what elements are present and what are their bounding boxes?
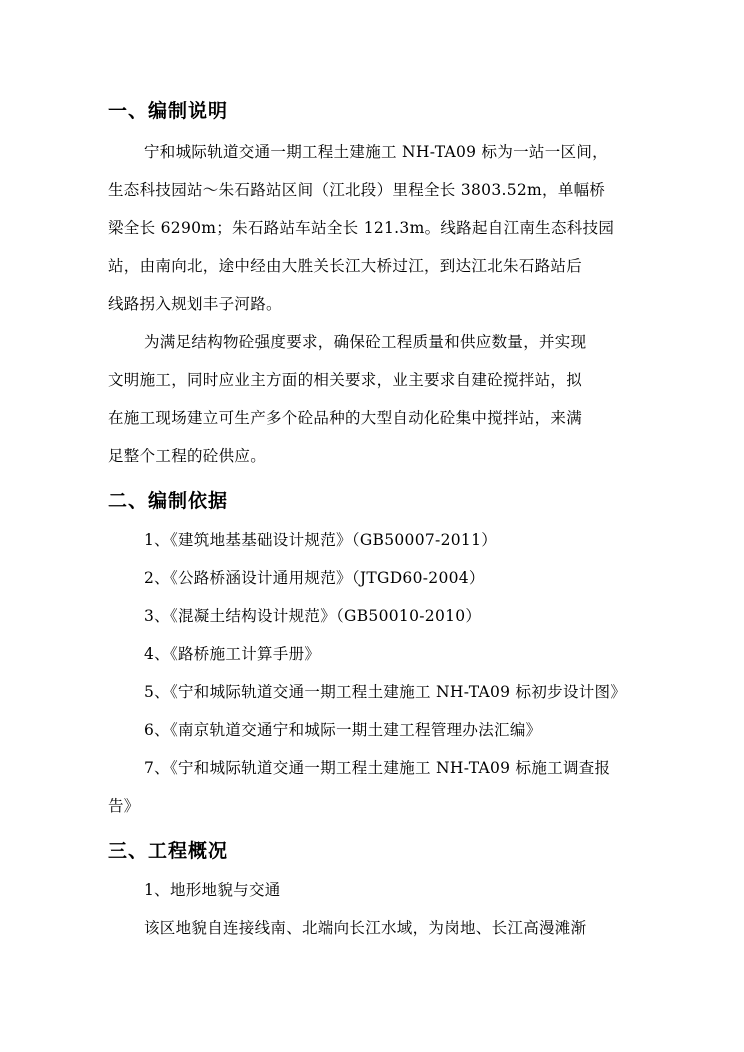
reference-item: 4、《路桥施工计算手册》 [144, 645, 321, 663]
s3-p1-line-1: 该区地貌自连接线南、北端向长江水域，为岗地、长江高漫滩渐 [144, 919, 587, 937]
s1-p1-line-2: 生态科技园站～朱石路站区间（江北段）里程全长 3803.52m，单幅桥 [108, 181, 606, 199]
reference-item: 6、《南京轨道交通宁和城际一期土建工程管理办法汇编》 [144, 721, 542, 739]
section-3-heading: 三、工程概况 [108, 840, 229, 862]
reference-item: 7、《宁和城际轨道交通一期工程土建施工 NH-TA09 标施工调查报 [144, 759, 611, 777]
section-1-heading: 一、编制说明 [108, 100, 229, 122]
s1-p1-line-5: 线路拐入规划丰子河路。 [108, 295, 282, 313]
s1-p1-line-3: 梁全长 6290m；朱石路站车站全长 121.3m。线路起自江南生态科技园 [108, 219, 615, 237]
s1-p2-line-3: 在施工现场建立可生产多个砼品种的大型自动化砼集中搅拌站，来满 [108, 409, 583, 427]
s1-p2-line-4: 足整个工程的砼供应。 [108, 447, 267, 465]
reference-item: 5、《宁和城际轨道交通一期工程土建施工 NH-TA09 标初步设计图》 [144, 683, 627, 701]
reference-item: 1、《建筑地基基础设计规范》（GB50007-2011） [144, 531, 498, 549]
reference-item-continuation: 告》 [108, 797, 140, 815]
s3-subheading: 1、地形地貌与交通 [144, 881, 281, 899]
reference-item: 2、《公路桥涵设计通用规范》（JTGD60-2004） [144, 569, 485, 587]
s1-p2-line-2: 文明施工，同时应业主方面的相关要求，业主要求自建砼搅拌站，拟 [108, 371, 583, 389]
s1-p2-line-1: 为满足结构物砼强度要求，确保砼工程质量和供应数量，并实现 [144, 333, 587, 351]
reference-item: 3、《混凝土结构设计规范》（GB50010-2010） [144, 607, 482, 625]
section-2-heading: 二、编制依据 [108, 490, 229, 512]
s1-p1-line-1: 宁和城际轨道交通一期工程土建施工 NH-TA09 标为一站一区间， [144, 143, 608, 161]
s1-p1-line-4: 站，由南向北，途中经由大胜关长江大桥过江，到达江北朱石路站后 [108, 257, 583, 275]
